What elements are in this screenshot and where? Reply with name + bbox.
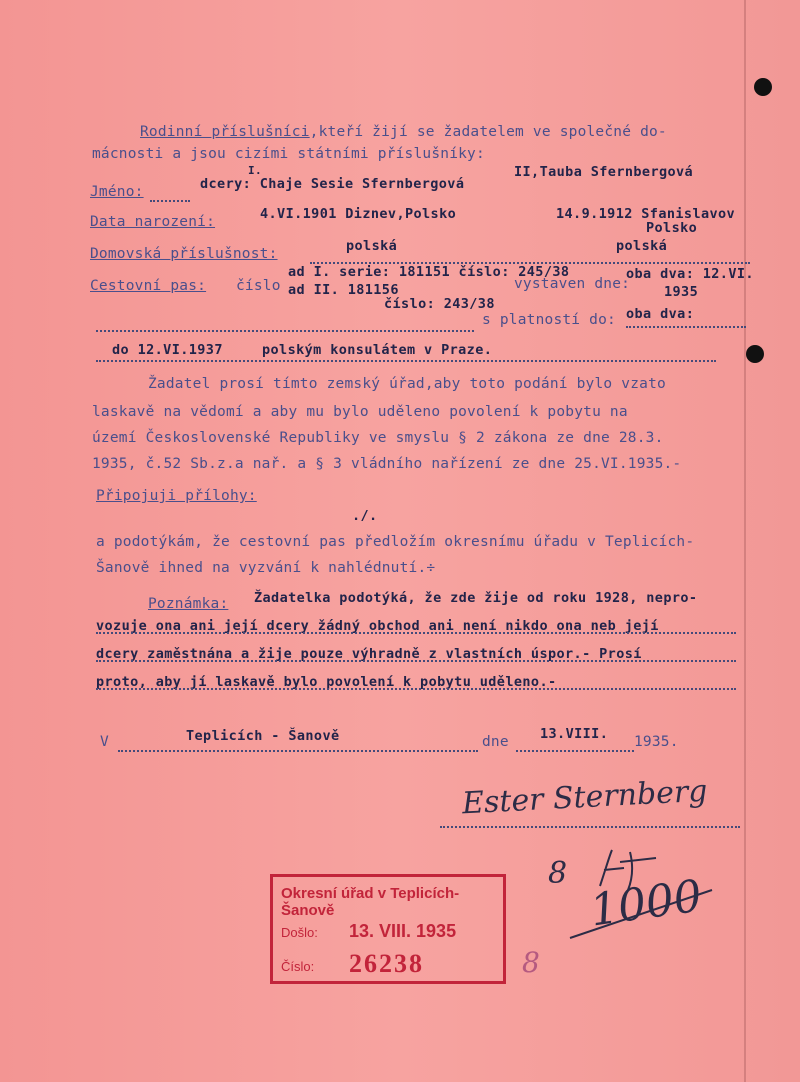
request-line-1: Žadatel prosí tímto zemský úřad,aby toto podání bylo vzato (148, 376, 666, 392)
handwritten-mark: 8 (522, 946, 540, 979)
dotted-line (96, 660, 736, 662)
signature-line (440, 826, 740, 828)
domicile-value-1: polská (346, 238, 398, 254)
issued-year: 1935 (664, 284, 699, 300)
daughter-two-name: II,Tauba Sfernbergová (514, 164, 694, 180)
attachments-value: ./. (352, 508, 378, 524)
stamp-received-label: Došlo: (281, 925, 318, 940)
dotted-line (626, 326, 746, 328)
domicile-label: Domovská příslušnost: (90, 246, 278, 262)
applicant-signature: Ester Sternberg (461, 773, 709, 822)
dotted-line (150, 200, 190, 202)
valid-until-value: oba dva: (626, 306, 695, 322)
name-value: dcery: Chaje Sesie Sfernbergová (200, 176, 465, 192)
dotted-line (118, 750, 478, 752)
page-edge (744, 0, 746, 1082)
remark-line-2: vozuje ona ani její dcery žádný obchod ani není nikdo ona neb její (96, 618, 659, 634)
name-label: Jméno: (90, 184, 144, 200)
year-value: 1935. (634, 734, 679, 750)
dotted-line (96, 360, 716, 362)
dotted-line (516, 750, 634, 752)
passport-value-3: číslo: 243/38 (384, 296, 495, 312)
remark-line-1: Žadatelka podotýká, že zde žije od roku 1928, nepro- (254, 590, 698, 606)
birth-value-2: 14.9.1912 Sfanislavov (556, 206, 736, 222)
passport-label: Cestovní pas: (90, 278, 207, 294)
place-prefix: V (100, 734, 109, 750)
punch-hole (746, 345, 764, 363)
birth-label: Data narození: (90, 214, 216, 230)
stamp-office-name: Okresní úřad v Teplicích-Šanově (281, 885, 460, 919)
domicile-value-2: polská (616, 238, 668, 254)
stamp-number-label: Číslo: (281, 959, 315, 974)
date-label: dne (482, 734, 509, 750)
remark-line-3: dcery zaměstnána a žije pouze výhradně z vlastních úspor.- Prosí (96, 646, 642, 662)
birth-value-1: 4.VI.1901 Diznev,Polsko (260, 206, 457, 222)
intro-line-1 (140, 124, 667, 140)
place-value: Teplicích - Šanově (186, 728, 340, 744)
intro-text: ,kteří žijí se žadatelem ve společné do- (309, 124, 667, 140)
passport-note-line-2: Šanově ihned na vyzvání k nahlédnutí.÷ (96, 560, 436, 576)
date-value: 13.VIII. (540, 726, 609, 742)
passport-value-1: ad I. serie: 181151 číslo: 245/38 (288, 264, 570, 280)
handwritten-mark: 8 (548, 856, 568, 891)
handwritten-slash (566, 884, 716, 944)
issuing-consulate: polským konsulátem v Praze. (262, 342, 493, 358)
stamp-number-value: 26238 (349, 949, 424, 978)
office-received-stamp (270, 874, 506, 984)
request-line-2: laskavě na vědomí a aby mu bylo uděleno povolení k pobytu na (92, 404, 628, 420)
remark-label: Poznámka: (148, 596, 229, 612)
passport-note-line-1: a podotýkám, že cestovní pas předložím okresnímu úřadu v Teplicích- (96, 534, 695, 550)
family-members-label: Rodinní příslušníci (140, 124, 310, 140)
issued-label: vystaven dne: (514, 276, 631, 292)
stamp-received-date: 13. VIII. 1935 (349, 921, 457, 941)
passport-value-2: ad II. 181156 (288, 282, 399, 298)
remark-line-4: proto, aby jí laskavě bylo povolení k pobytu uděleno.- (96, 674, 557, 690)
issued-value: oba dva: 12.VI. (626, 266, 754, 282)
punch-hole (754, 78, 772, 96)
attachments-label: Připojuji přílohy: (96, 488, 257, 504)
request-line-3: území Československé Republiky ve smyslu § 2 zákona ze dne 28.3. (92, 430, 664, 446)
dotted-line (96, 688, 736, 690)
intro-line-2: mácnosti a jsou cizími státními příslušníky: (92, 146, 485, 162)
dotted-line (96, 632, 736, 634)
valid-until-date: do 12.VI.1937 (112, 342, 223, 358)
dotted-line (96, 330, 474, 332)
daughter-one-marker: I. (248, 164, 263, 177)
handwritten-number: 1000 (586, 870, 705, 937)
birth-value-2-country: Polsko (646, 220, 698, 236)
passport-number-label: číslo (236, 278, 281, 294)
request-line-4: 1935, č.52 Sb.z.a nař. a § 3 vládního nařízení ze dne 25.VI.1935.- (92, 456, 682, 472)
valid-until-label: s platností do: (482, 312, 616, 328)
